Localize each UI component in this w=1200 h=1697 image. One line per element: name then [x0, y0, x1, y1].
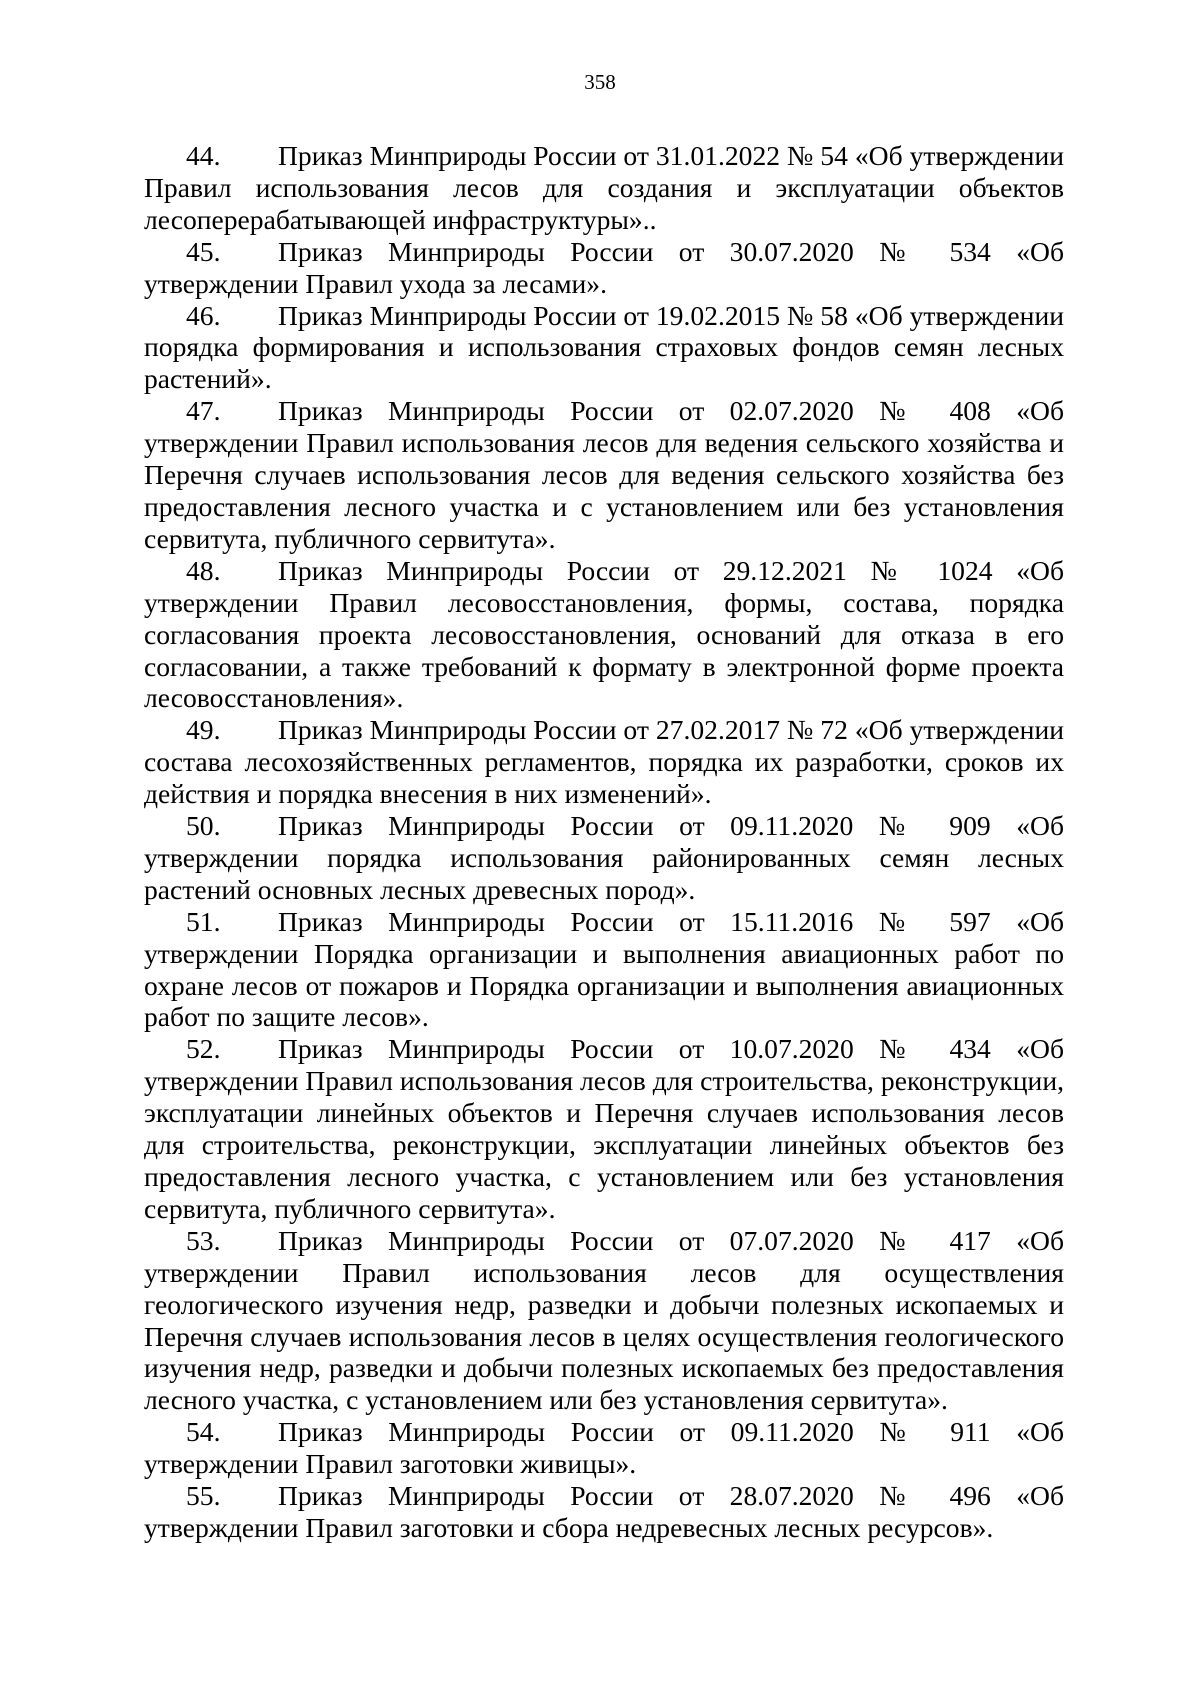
list-item [144, 300, 1064, 396]
item-text: Приказ Минприроды России от 15.11.2016 № 597 «Об утверждении Порядка организации и выполнения авиационных работ по охране лесов от пожаров и Порядка организации и выполнения авиационных работ по защите лесов». [144, 905, 1064, 1033]
item-text: Приказ Минприроды России от 09.11.2020 № 911 «Об утверждении Правил заготовки живицы». [144, 1416, 1064, 1480]
item-number: 52. [186, 1033, 221, 1065]
item-text: Приказ Минприроды России от 29.12.2021 № 1024 «Об утверждении Правил лесовосстановления, формы, состава, порядка согласования проекта лесовосстановления, оснований для отказа в его согласовании, а также требований к формату в электронной форме проекта лесовосстановления». [144, 554, 1064, 714]
list-item [144, 810, 1064, 906]
list-item [144, 236, 1064, 300]
list-item [144, 906, 1064, 1034]
list-item [144, 1033, 1064, 1224]
reference-list [144, 140, 1064, 1544]
list-item [144, 555, 1064, 715]
item-number: 51. [186, 905, 221, 937]
item-number: 46. [186, 299, 221, 331]
item-number: 49. [186, 714, 221, 746]
item-text: Приказ Минприроды России от 28.07.2020 № 496 «Об утверждении Правил заготовки и сбора недревесных лесных ресурсов». [144, 1480, 1064, 1543]
item-text: Приказ Минприроды России от 27.02.2017 № 72 «Об утверждении состава лесохозяйственных регламентов, порядка их разработки, сроков их действия и порядка внесения в них изменений». [144, 714, 1064, 810]
item-text: Приказ Минприроды России от 07.07.2020 № 417 «Об утверждении Правил использования лесов для осуществления геологического изучения недр, разведки и добычи полезных ископаемых и Перечня случаев использования лесов в целях осуществления геологического изучения недр, разведки и добычи полезных ископаемых без предоставления лесного участка, с установлением или без установления сервитута». [144, 1224, 1064, 1416]
item-number: 53. [186, 1224, 221, 1256]
item-number: 47. [186, 395, 221, 427]
item-text: Приказ Минприроды России от 02.07.2020 № 408 «Об утверждении Правил использования лесов для ведения сельского хозяйства и Перечня случаев использования лесов для ведения сельского хозяйства без предоставления лесного участка и с установлением или без установления сервитута, публичного сервитута». [144, 395, 1064, 554]
list-item [144, 1416, 1064, 1480]
item-number: 48. [186, 554, 221, 586]
item-number: 44. [186, 140, 221, 171]
item-number: 50. [186, 810, 221, 842]
list-item [144, 140, 1064, 236]
item-number: 54. [186, 1416, 221, 1448]
list-item [144, 1225, 1064, 1416]
item-number: 45. [186, 235, 221, 267]
list-item [144, 714, 1064, 810]
item-text: Приказ Минприроды России от 30.07.2020 № 534 «Об утверждении Правил ухода за лесами». [144, 235, 1064, 299]
item-number: 55. [186, 1480, 221, 1512]
item-text: Приказ Минприроды России от 19.02.2015 № 58 «Об утверждении порядка формирования и использования страховых фондов семян лесных растений». [144, 299, 1064, 395]
list-item [144, 395, 1064, 555]
item-text: Приказ Минприроды России от 31.01.2022 № 54 «Об утверждении Правил использования лесов для создания и эксплуатации объектов лесоперерабатывающей инфраструктуры».. [144, 140, 1064, 235]
page-number: 358 [584, 70, 616, 94]
item-text: Приказ Минприроды России от 09.11.2020 № 909 «Об утверждении порядка использования районированных семян лесных растений основных лесных древесных пород». [144, 810, 1064, 905]
item-text: Приказ Минприроды России от 10.07.2020 № 434 «Об утверждении Правил использования лесов для строительства, реконструкции, эксплуатации линейных объектов и Перечня случаев использования лесов для строительства, реконструкции, эксплуатации линейных объектов без предоставления лесного участка, с установлением или без установления сервитута, публичного сервитута». [144, 1033, 1064, 1224]
list-item [144, 1480, 1064, 1544]
